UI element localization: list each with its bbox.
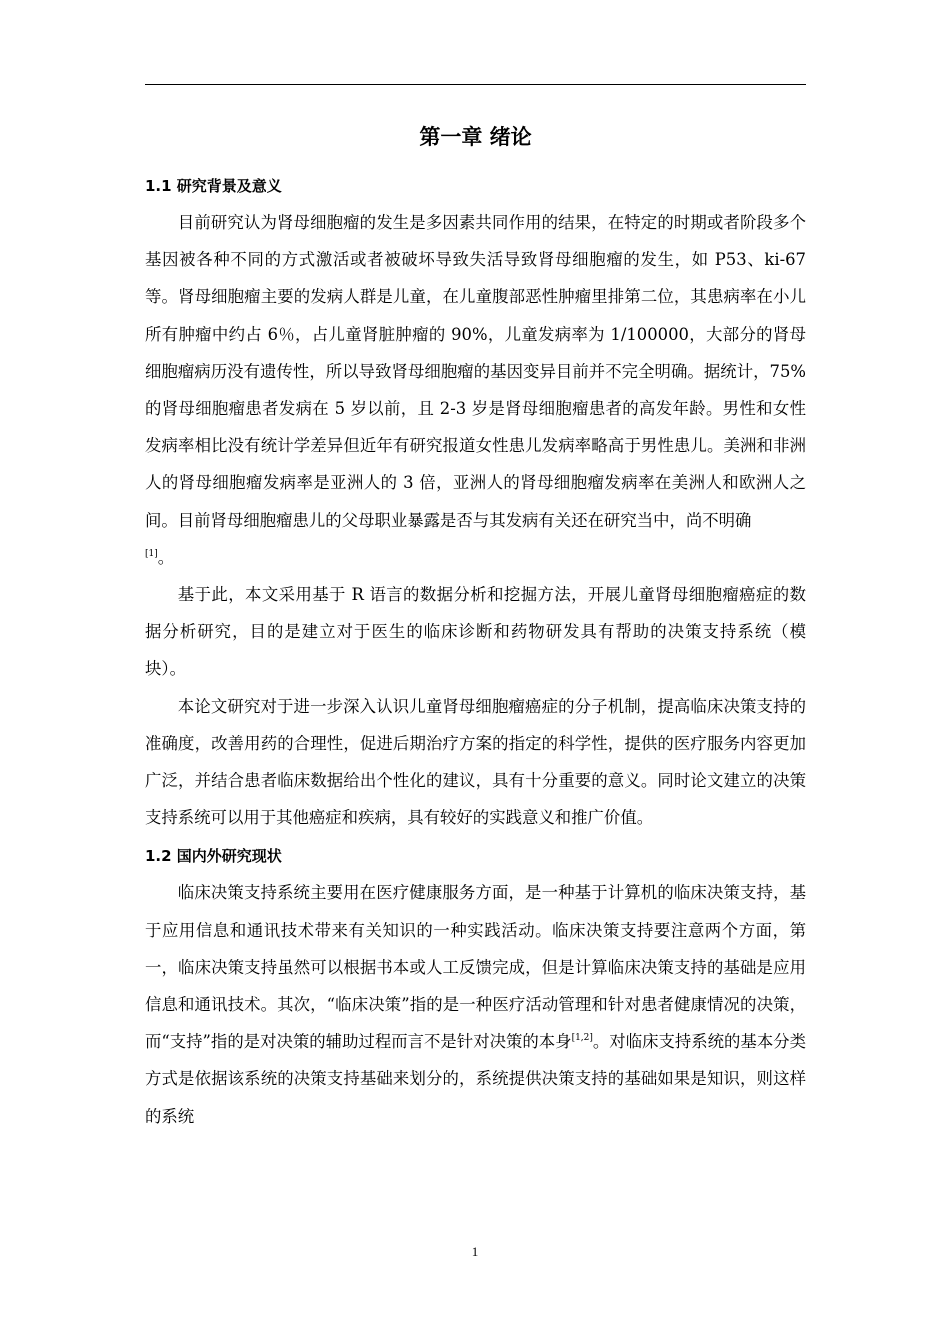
chapter-title: 第一章 绪论 (419, 125, 532, 149)
paragraph-approach: 基于此，本文采用基于 R 语言的数据分析和挖掘方法，开展儿童肾母细胞瘤癌症的数据分析研究，目的是建立对于医生的临床诊断和药物研发具有帮助的决策支持系统（模块）。 (145, 585, 806, 679)
section-heading-1-2: 1.2 国内外研究现状 (145, 847, 282, 866)
paragraph-background: 目前研究认为肾母细胞瘤的发生是多因素共同作用的结果，在特定的时期或者阶段多个基因被各种不同的方式激活或者被破坏导致失活导致肾母细胞瘤的发生，如 P53、ki-67 等。肾母细胞瘤主要的发病人群是儿童，在儿童腹部恶性肿瘤里排第二位，其患病率在小儿所有肿瘤中约占 6％，占儿童肾脏肿瘤的 90%，儿童发病率为 1/100000，大部分的肾母细胞瘤病历没有遗传性，所以导致肾母细胞瘤的基因变异目前并不完全明确。据统计，75%的肾母细胞瘤患者发病在 5 岁以前，且 2-3 岁是肾母细胞瘤患者的高发年龄。男性和女性发病率相比没有统计学差异但近年有研究报道女性患儿发病率略高于男性患儿。美洲和非洲人的肾母细胞瘤发病率是亚洲人的 3 倍，亚洲人的肾母细胞瘤发病率在美洲人和欧洲人之间。目前肾母细胞瘤患儿的父母职业暴露是否与其发病有关还在研究当中，尚不明确 [1]。 (145, 213, 806, 567)
header-rule (145, 84, 806, 85)
section-heading-1-1: 1.1 研究背景及意义 (145, 177, 282, 195)
citation-ref: [1,2] (571, 1033, 593, 1044)
page-number: 1 (471, 1244, 479, 1259)
page-body (145, 86, 806, 1135)
paragraph-cdss: 临床决策支持系统主要用在医疗健康服务方面，是一种基于计算机的临床决策支持，基于应用信息和通讯技术带来有关知识的一种实践活动。临床决策支持要注意两个方面，第一，临床决策支持虽然可以根据书本或人工反馈完成，但是计算临床决策支持的基础是应用信息和通讯技术。其次，“临床决策”指的是一种医疗活动管理和针对患者健康情况的决策，而“支持”指的是对决策的辅助过程而言不是针对决策的本身[1,2]。对临床支持系统的基本分类方式是依据该系统的决策支持基础来划分的，系统提供决策支持的基础如果是知识，则这样的系统 (145, 883, 806, 1126)
paragraph-significance: 本论文研究对于进一步深入认识儿童肾母细胞瘤癌症的分子机制，提高临床决策支持的准确度，改善用药的合理性，促进后期治疗方案的指定的科学性，提供的医疗服务内容更加广泛，并结合患者临床数据给出个性化的建议，具有十分重要的意义。同时论文建立的决策支持系统可以用于其他癌症和疾病，具有较好的实践意义和推广价值。 (145, 696, 806, 828)
citation-ref: [1] (145, 548, 158, 559)
